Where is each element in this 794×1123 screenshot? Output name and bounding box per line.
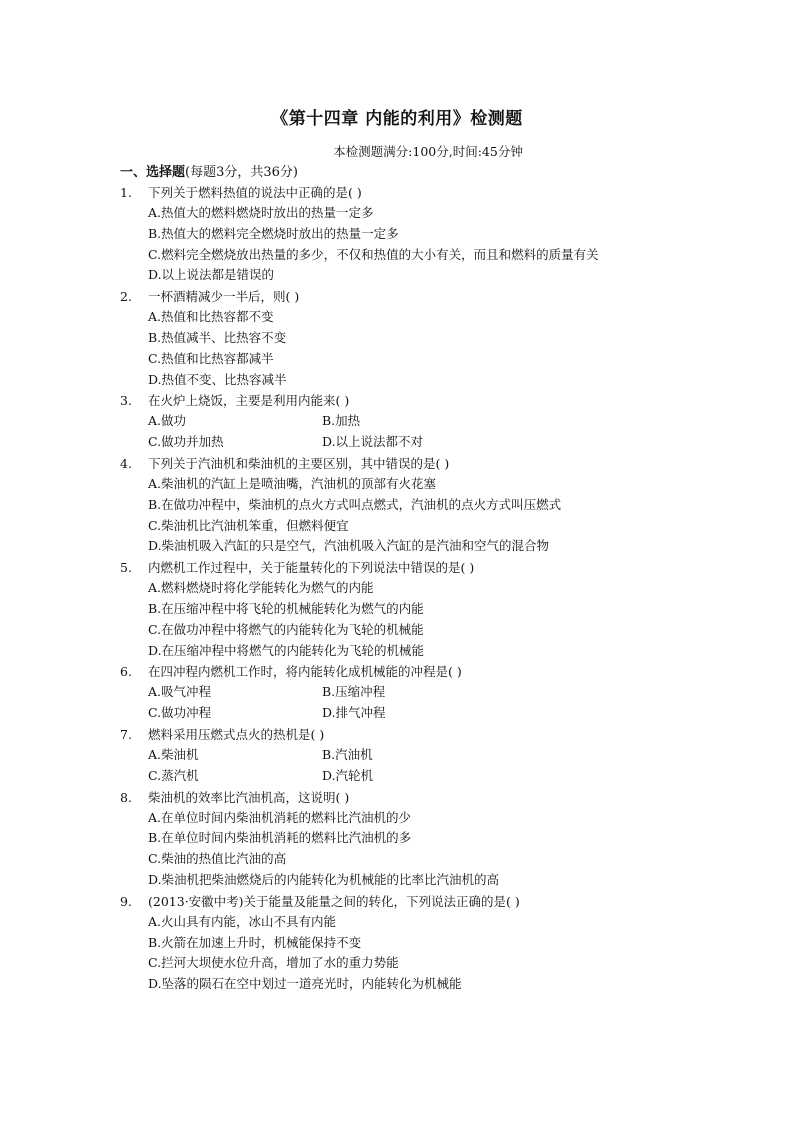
option-b: B.在做功冲程中，柴油机的点火方式叫点燃式，汽油机的点火方式叫压燃式 (148, 496, 562, 512)
option-a: A.柴油机 (148, 746, 199, 762)
option-a: A.燃料燃烧时将化学能转化为燃气的内能 (148, 580, 374, 596)
question-stem: 内燃机工作过程中，关于能量转化的下列说法中错误的是( ) (148, 560, 475, 576)
question-3 (120, 390, 680, 453)
question-number: 2. (120, 289, 132, 305)
option-d: D.汽轮机 (322, 767, 374, 783)
question-number: 8. (120, 789, 132, 805)
question-stem: 下列关于汽油机和柴油机的主要区别，其中错误的是( ) (148, 455, 450, 471)
option-b: B.在单位时间内柴油机消耗的燃料比汽油机的多 (148, 830, 412, 846)
question-number: 6. (120, 664, 132, 680)
option-c: C.拦河大坝使水位升高，增加了水的重力势能 (148, 955, 399, 971)
question-stem: 下列关于燃料热值的说法中正确的是( ) (148, 185, 362, 200)
question-stem: 柴油机的效率比汽油机高，这说明( ) (148, 789, 350, 805)
question-1 (120, 182, 680, 286)
section-note: (每题3分，共36分) (185, 165, 298, 180)
option-d: D.热值不变、比热容减半 (148, 371, 287, 387)
option-a: A.热值和比热容都不变 (148, 309, 274, 325)
question-number: 4. (120, 455, 132, 471)
question-5 (120, 557, 680, 661)
option-d: D.以上说法都是错误的 (148, 267, 275, 283)
option-b: B.火箭在加速上升时，机械能保持不变 (148, 934, 362, 950)
question-2 (120, 286, 680, 390)
option-b: B.加热 (322, 413, 361, 429)
question-number: 3. (120, 393, 132, 409)
question-stem: 一杯酒精减少一半后，则( ) (148, 289, 300, 305)
option-d: D.在压缩冲程中将燃气的内能转化为飞轮的机械能 (148, 642, 425, 658)
option-b: B.压缩冲程 (322, 684, 386, 700)
question-number: 1. (120, 185, 132, 200)
question-7 (120, 724, 680, 787)
option-a: A.吸气冲程 (148, 684, 212, 700)
question-6 (120, 661, 680, 724)
option-c: C.燃料完全燃烧放出热量的多少，不仅和热值的大小有关，而且和燃料的质量有关 (148, 246, 599, 262)
option-c: C.热值和比热容都减半 (148, 350, 274, 366)
option-d: D.以上说法都不对 (322, 434, 424, 450)
section-title: 一、选择题 (120, 165, 186, 180)
option-c: C.柴油的热值比汽油的高 (148, 851, 287, 867)
option-c: C.做功并加热 (148, 434, 224, 450)
question-list (120, 182, 680, 995)
option-c: C.在做功冲程中将燃气的内能转化为飞轮的机械能 (148, 621, 424, 637)
option-a: A.热值大的燃料燃烧时放出的热量一定多 (148, 205, 374, 220)
question-9 (120, 891, 680, 995)
option-a: A.火山具有内能，冰山不具有内能 (148, 913, 337, 929)
question-number: 9. (120, 893, 132, 909)
exam-info: 本检测题满分:100分,时间:45分钟 (333, 144, 523, 159)
option-d: D.柴油机吸入汽缸的只是空气，汽油机吸入汽缸的是汽油和空气的混合物 (148, 538, 550, 554)
question-stem: 在火炉上烧饭，主要是利用内能来( ) (148, 393, 350, 409)
option-b: B.热值大的燃料完全燃烧时放出的热量一定多 (148, 225, 399, 241)
question-number: 5. (120, 560, 132, 576)
option-b: B.汽油机 (322, 746, 373, 762)
option-b: B.热值减半、比热容不变 (148, 329, 287, 345)
option-d: D.坠落的陨石在空中划过一道亮光时，内能转化为机械能 (148, 976, 462, 992)
document-title: 《第十四章 内能的利用》检测题 (271, 109, 523, 129)
question-4 (120, 453, 680, 557)
option-c: C.做功冲程 (148, 705, 212, 721)
option-a: A.做功 (148, 413, 187, 429)
option-d: D.柴油机把柴油燃烧后的内能转化为机械能的比率比汽油机的高 (148, 871, 500, 887)
option-c: C.蒸汽机 (148, 767, 199, 783)
question-8 (120, 787, 680, 891)
question-number: 7. (120, 726, 132, 742)
section-heading (120, 161, 298, 180)
question-stem: (2013·安徽中考)关于能量及能量之间的转化，下列说法正确的是( ) (148, 893, 520, 909)
option-a: A.柴油机的汽缸上是喷油嘴，汽油机的顶部有火花塞 (148, 475, 437, 491)
option-a: A.在单位时间内柴油机消耗的燃料比汽油机的少 (148, 809, 412, 825)
question-stem: 在四冲程内燃机工作时，将内能转化成机械能的冲程是( ) (148, 664, 462, 680)
option-c: C.柴油机比汽油机笨重，但燃料便宜 (148, 517, 349, 533)
option-d: D.排气冲程 (322, 705, 386, 721)
question-stem: 燃料采用压燃式点火的热机是( ) (148, 726, 325, 742)
option-b: B.在压缩冲程中将飞轮的机械能转化为燃气的内能 (148, 600, 424, 616)
